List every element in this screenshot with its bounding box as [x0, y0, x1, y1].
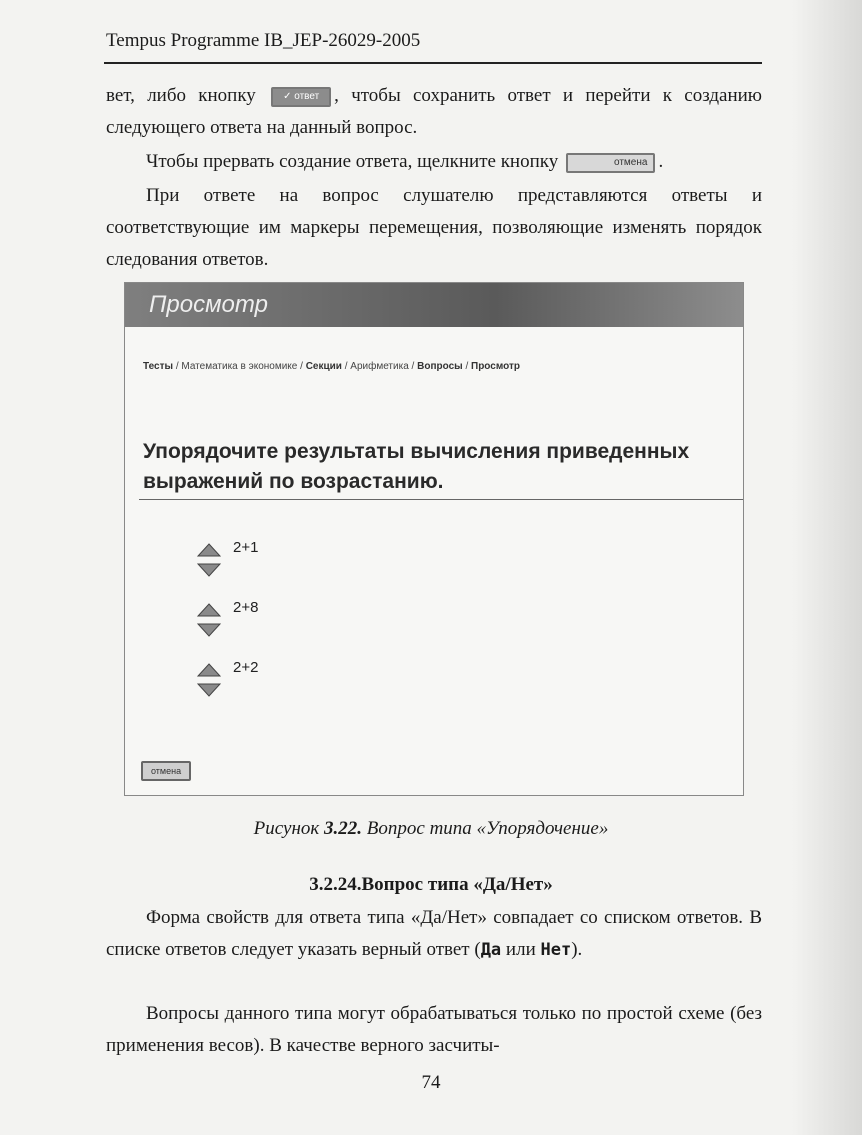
answer-item	[197, 659, 397, 703]
figure-caption	[0, 818, 862, 840]
cancel-button-image: отмена	[566, 153, 655, 173]
figure-preview-window	[124, 282, 744, 796]
question-text: Упорядочите результаты вычисления приведенных выражений по возрастанию.	[143, 440, 690, 493]
move-up-arrow-icon[interactable]	[197, 663, 221, 677]
paragraph-1-text-b: , чтобы сохранить ответ и перейти к созданию следующего ответа на данный вопрос.	[106, 85, 762, 138]
move-up-arrow-icon[interactable]	[197, 603, 221, 617]
breadcrumb-separator: /	[408, 361, 418, 372]
yes-term: Да	[480, 940, 502, 960]
move-down-arrow-icon[interactable]	[197, 623, 221, 637]
breadcrumb	[143, 361, 520, 372]
breadcrumb-questions[interactable]: Вопросы	[417, 361, 463, 372]
paragraph-5: Вопросы данного типа могут обрабатываться только по простой схеме (без применения весов). В качестве верного засчиты-	[106, 1003, 762, 1056]
breadcrumb-separator: /	[341, 361, 351, 372]
paragraph-2-text-a: Чтобы прервать создание ответа, щелкните кнопку	[146, 151, 563, 172]
paragraph-2	[106, 146, 762, 178]
answer-label: 2+8	[233, 599, 259, 616]
answer-button-image: ✓ ответ	[271, 87, 331, 107]
answer-label: 2+2	[233, 659, 259, 676]
breadcrumb-separator: /	[297, 361, 306, 372]
page-edge-shadow	[792, 0, 862, 1135]
move-down-arrow-icon[interactable]	[197, 683, 221, 697]
answer-item	[197, 599, 397, 643]
answer-label: 2+1	[233, 539, 259, 556]
breadcrumb-sections[interactable]: Секции	[305, 361, 342, 372]
no-term: Нет	[540, 940, 572, 960]
paragraph-4	[106, 902, 762, 966]
move-up-arrow-icon[interactable]	[197, 543, 221, 557]
window-title: Просмотр	[125, 283, 743, 327]
paragraph-3: При ответе на вопрос слушателю представляются ответы и соответствующие им маркеры перемещения, позволяющие изменять порядок следования ответов.	[106, 185, 762, 270]
paragraph-4-text-c: ).	[571, 939, 583, 960]
paragraph-1-text-a: вет, либо кнопку	[106, 85, 269, 106]
breadcrumb-arithmetic[interactable]: Арифметика	[350, 361, 409, 372]
page-number: 74	[421, 1072, 441, 1093]
breadcrumb-tests[interactable]: Тесты	[143, 361, 174, 372]
paragraph-2-text-b: .	[658, 151, 664, 172]
caption-text: Вопрос типа «Упорядочение»	[362, 818, 609, 839]
breadcrumb-separator: /	[173, 361, 182, 372]
answer-item	[197, 539, 397, 583]
move-down-arrow-icon[interactable]	[197, 563, 221, 577]
caption-number: 3.22.	[324, 818, 363, 839]
running-header: Tempus Programme IB_JEP-26029-2005	[106, 30, 421, 51]
cancel-button[interactable]: отмена	[141, 761, 191, 781]
paragraph-4-text-a: Форма свойств для ответа типа «Да/Нет» совпадает со списком ответов. В списке ответов следует указать верный ответ (	[106, 907, 762, 960]
breadcrumb-separator: /	[462, 361, 472, 372]
section-heading: 3.2.24.Вопрос типа «Да/Нет»	[309, 874, 553, 895]
caption-prefix: Рисунок	[253, 818, 325, 839]
paragraph-4-text-b: или	[501, 939, 541, 960]
breadcrumb-course[interactable]: Математика в экономике	[181, 361, 298, 372]
paragraph-1	[106, 80, 762, 144]
breadcrumb-current-view: Просмотр	[471, 361, 520, 372]
question-divider	[139, 499, 743, 500]
header-rule	[104, 62, 762, 64]
